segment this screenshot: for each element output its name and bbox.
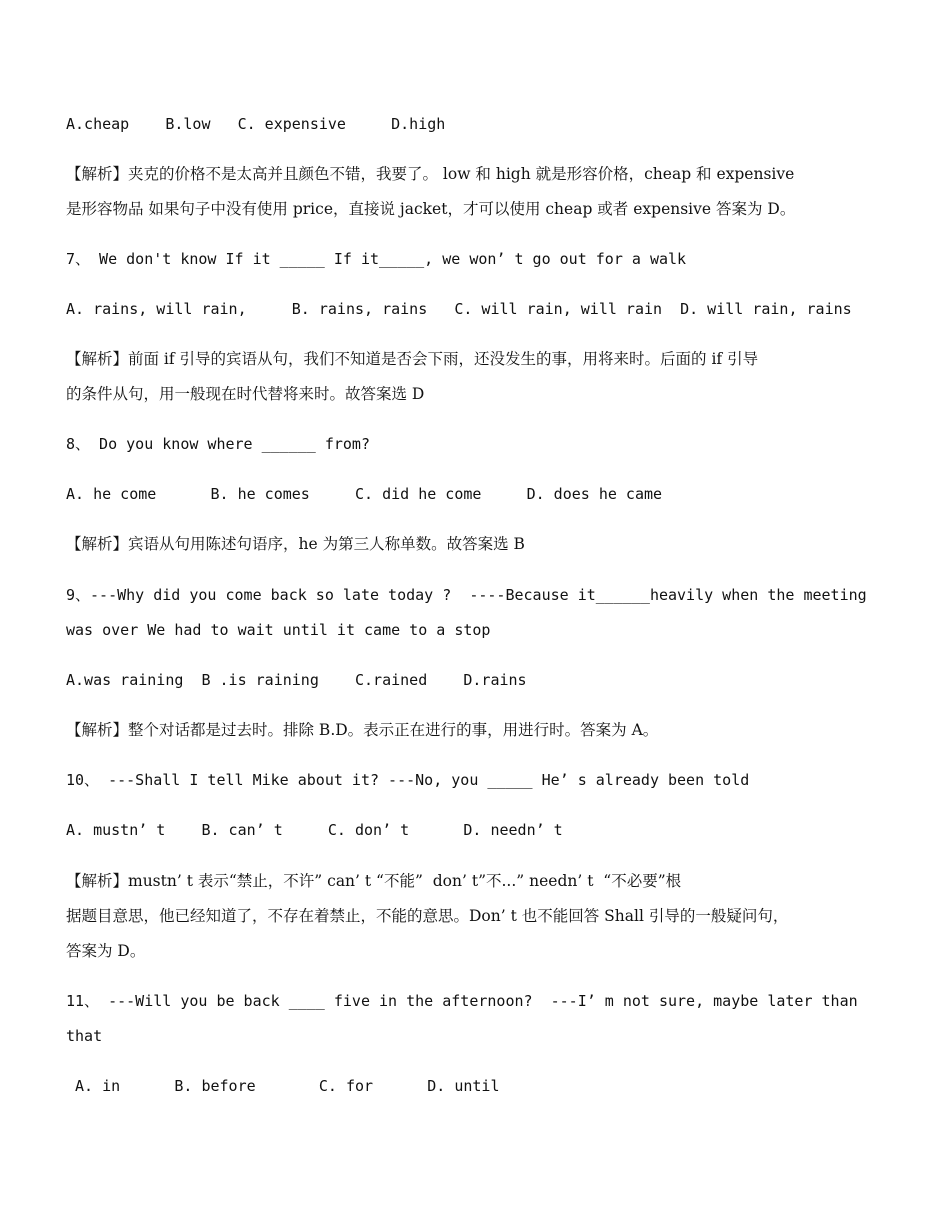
q9-question-line-2: was over We had to wait until it came to a stop (66, 621, 491, 639)
q11-question-line-1: 11、 ---Will you be back ____ five in the afternoon? ---I’ m not sure, maybe later than (66, 992, 858, 1010)
q7-explanation-line-1: 【解析】前面 if 引导的宾语从句，我们不知道是否会下雨，还没发生的事，用将来时。后面的 if 引导 (66, 350, 759, 368)
q7-question: 7、 We don't know If it _____ If it_____, we won’ t go out for a walk (66, 250, 687, 268)
q7-options: A. rains, will rain, B. rains, rains C. will rain, will rain D. will rain, rains (66, 300, 852, 318)
q6-options: A.cheap B.low C. expensive D.high (66, 115, 446, 133)
q8-explanation: 【解析】宾语从句用陈述句语序，he 为第三人称单数。故答案选 B (66, 535, 525, 553)
q10-explanation-line-1: 【解析】mustn’ t 表示“禁止，不许” can’ t “不能” don’ t”不...” needn’ t “不必要”根 (66, 872, 682, 890)
q10-explanation-line-2: 据题目意思，他已经知道了，不存在着禁止，不能的意思。Don’ t 也不能回答 Shall 引导的一般疑问句， (66, 907, 789, 925)
q9-question-line-1: 9、---Why did you come back so late today ? ----Because it______heavily when the meeting (66, 586, 867, 604)
q8-options: A. he come B. he comes C. did he come D. does he came (66, 485, 663, 503)
q6-explanation-line-2: 是形容物品 如果句子中没有使用 price，直接说 jacket，才可以使用 cheap 或者 expensive 答案为 D。 (66, 200, 796, 218)
q7-explanation-line-2: 的条件从句，用一般现在时代替将来时。故答案选 D (66, 385, 425, 403)
q11-options: A. in B. before C. for D. until (66, 1077, 500, 1095)
q10-question: 10、 ---Shall I tell Mike about it? ---No, you _____ He’ s already been told (66, 771, 750, 789)
q11-question-line-2: that (66, 1027, 103, 1045)
q10-options: A. mustn’ t B. can’ t C. don’ t D. needn’ t (66, 821, 563, 839)
q9-explanation: 【解析】整个对话都是过去时。排除 B.D。表示正在进行的事，用进行时。答案为 A。 (66, 721, 659, 739)
q9-options: A.was raining B .is raining C.rained D.rains (66, 671, 527, 689)
q10-explanation-line-3: 答案为 D。 (66, 942, 146, 960)
q8-question: 8、 Do you know where ______ from? (66, 435, 370, 453)
q6-explanation-line-1: 【解析】夹克的价格不是太高并且颜色不错，我要了。 low 和 high 就是形容价格，cheap 和 expensive (66, 165, 795, 183)
